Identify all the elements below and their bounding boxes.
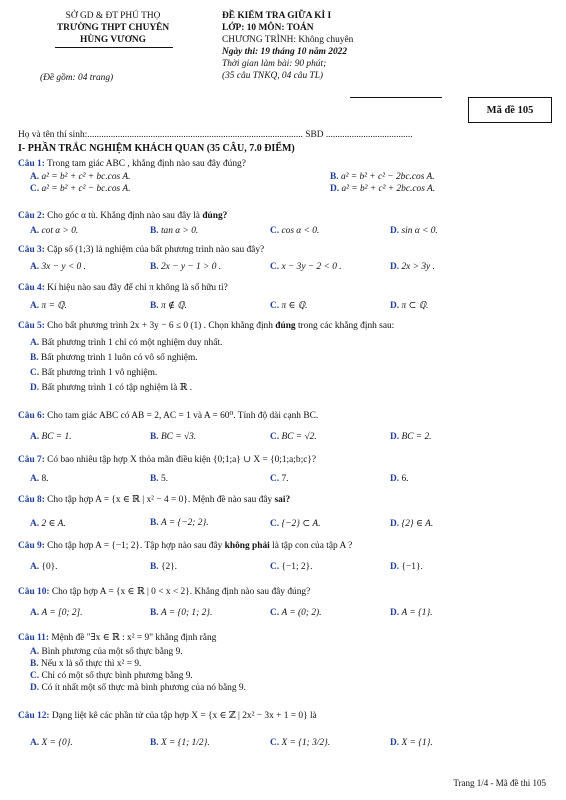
exam-date: Ngày thi: 19 tháng 10 năm 2022 bbox=[222, 47, 348, 57]
duration: Thời gian làm bài: 90 phút; bbox=[222, 59, 327, 69]
q8-options bbox=[30, 518, 566, 529]
option-a: A. 2 ∈ A. bbox=[30, 519, 66, 529]
q9-options bbox=[30, 562, 566, 572]
header-divider bbox=[55, 47, 173, 48]
option-a: A. a² = b² + c² + bc.cos A. bbox=[30, 172, 131, 182]
header-left bbox=[18, 10, 208, 46]
page-count: (Đề gồm: 04 trang) bbox=[40, 73, 114, 83]
option-c: C. {−2} ⊂ A. bbox=[270, 519, 321, 529]
option-c: C. BC = √2. bbox=[270, 432, 317, 442]
option-a: A. X = {0}. bbox=[30, 738, 73, 748]
q5-options bbox=[30, 337, 222, 394]
exam-title: ĐỀ KIỂM TRA GIỮA KÌ I bbox=[222, 11, 332, 21]
option-d: D. 6. bbox=[390, 474, 409, 484]
option-d: D. Có ít nhất một số thực mà bình phương của nó bằng 9. bbox=[30, 683, 246, 693]
question-11: Câu 11: Mệnh đề "∃x ∈ ℝ : x² = 9" khẳng định rằng bbox=[18, 633, 217, 643]
composition: (35 câu TNKQ, 04 câu TL) bbox=[222, 71, 324, 81]
option-d: D. {2} ∈ A. bbox=[390, 519, 434, 529]
question-10: Câu 10: Cho tập hợp A = {x ∈ ℝ | 0 < x < 2}. Khẳng định nào sau đây đúng? bbox=[18, 587, 311, 597]
option-b: B. tan α > 0. bbox=[150, 226, 199, 236]
exam-code-box: Mã đề 105 bbox=[468, 97, 552, 123]
option-a: A. 8. bbox=[30, 474, 49, 484]
section-title: I- PHẦN TRẮC NGHIỆM KHÁCH QUAN (35 CÂU, 7.0 ĐIỂM) bbox=[18, 143, 295, 154]
option-a: A. {0}. bbox=[30, 562, 58, 572]
school-line-2: HÙNG VƯƠNG bbox=[80, 35, 146, 45]
option-d: D. a² = b² + c² + 2bc.cos A. bbox=[330, 184, 436, 194]
q6-options bbox=[30, 432, 566, 442]
option-b: B. A = {0; 1; 2}. bbox=[150, 608, 213, 618]
option-d: D. BC = 2. bbox=[390, 432, 432, 442]
option-d: D. 2x > 3y . bbox=[390, 262, 435, 272]
program: CHƯƠNG TRÌNH: Không chuyên bbox=[222, 35, 354, 45]
option-d: D. {−1}. bbox=[390, 562, 423, 572]
option-a: A. A = [0; 2]. bbox=[30, 608, 83, 618]
option-b: B. A = {−2; 2}. bbox=[150, 518, 209, 528]
option-b: B. 2x − y − 1 > 0 . bbox=[150, 262, 222, 272]
option-c: C. 7. bbox=[270, 474, 289, 484]
option-b: B. {2}. bbox=[150, 562, 177, 572]
question-6: Câu 6: Cho tam giác ABC có AB = 2, AC = 1 và A = 60⁰. Tính độ dài cạnh BC. bbox=[18, 411, 319, 421]
option-b: B. a² = b² + c² − 2bc.cos A. bbox=[330, 172, 435, 182]
option-d: D. A = {1}. bbox=[390, 608, 433, 618]
option-a: A. Bất phương trình 1 chỉ có một nghiệm duy nhất. bbox=[30, 338, 223, 348]
question-text: Trong tam giác ABC , khẳng định nào sau đây đúng? bbox=[47, 159, 246, 169]
question-label: Câu 1: bbox=[18, 159, 45, 169]
option-c: C. cos α < 0. bbox=[270, 226, 320, 236]
option-c: C. x − 3y − 2 < 0 . bbox=[270, 262, 342, 272]
dept-name: SỞ GD & ĐT PHÚ THỌ bbox=[65, 11, 161, 21]
option-b: B. Nếu x là số thực thì x² = 9. bbox=[30, 659, 142, 669]
option-d: D. Bất phương trình 1 có tập nghiệm là ℝ . bbox=[30, 383, 193, 393]
question-1 bbox=[18, 158, 548, 170]
option-d: D. X = {1}. bbox=[390, 738, 433, 748]
q7-options bbox=[30, 474, 566, 484]
q12-options bbox=[30, 738, 566, 748]
option-c: C. X = {1; 3/2}. bbox=[270, 738, 331, 748]
option-c: C. A = (0; 2). bbox=[270, 608, 322, 618]
question-3: Câu 3: Cặp số (1;3) là nghiệm của bất phương trình nào sau đây? bbox=[18, 245, 265, 255]
school-line-1: TRƯỜNG THPT CHUYÊN bbox=[56, 23, 170, 33]
grade-subject: LỚP: 10 MÔN: TOÁN bbox=[222, 23, 314, 33]
q3-options bbox=[30, 262, 566, 272]
option-a: A. BC = 1. bbox=[30, 432, 72, 442]
question-7: Câu 7: Có bao nhiêu tập hợp X thỏa mãn điều kiện {0;1;a} ∪ X = {0;1;a;b;c}? bbox=[18, 455, 317, 465]
header-divider-right bbox=[350, 97, 442, 98]
option-d: D. π ⊂ ℚ. bbox=[390, 301, 429, 311]
option-b: B. X = {1; 1/2}. bbox=[150, 738, 210, 748]
question-5: Câu 5: Cho bất phương trình 2x + 3y − 6 ≤ 0 (1) . Chọn khẳng định đúng trong các khẳng định sau: bbox=[18, 321, 395, 331]
option-b: B. BC = √3. bbox=[150, 432, 197, 442]
option-d: D. sin α < 0. bbox=[390, 226, 438, 236]
option-b: B. Bất phương trình 1 luôn có vô số nghiệm. bbox=[30, 353, 198, 363]
option-c: C. a² = b² + c² − bc.cos A. bbox=[30, 184, 131, 194]
page-footer: Trang 1/4 - Mã đề thi 105 bbox=[453, 778, 546, 788]
option-c: C. π ∈ ℚ. bbox=[270, 301, 308, 311]
option-a: A. π = ℚ. bbox=[30, 301, 67, 311]
question-8: Câu 8: Cho tập hợp A = {x ∈ ℝ | x² − 4 = 0}. Mệnh đề nào sau đây sai? bbox=[18, 495, 291, 505]
option-c: C. Chỉ có một số thực bình phương bằng 9. bbox=[30, 671, 193, 681]
option-c: C. {−1; 2}. bbox=[270, 562, 313, 572]
option-b: B. π ∉ ℚ. bbox=[150, 301, 187, 311]
option-a: A. cot α > 0. bbox=[30, 226, 79, 236]
option-c: C. Bất phương trình 1 vô nghiệm. bbox=[30, 368, 158, 378]
question-12: Câu 12: Dạng liệt kê các phần tử của tập hợp X = {x ∈ ℤ | 2x² − 3x + 1 = 0} là bbox=[18, 711, 317, 721]
q10-options bbox=[30, 608, 566, 618]
option-a: A. 3x − y < 0 . bbox=[30, 262, 86, 272]
q4-options bbox=[30, 300, 566, 311]
q11-options bbox=[30, 646, 246, 694]
question-9: Câu 9: Cho tập hợp A = {−1; 2}. Tập hợp nào sau đây không phải là tập con của tập A ? bbox=[18, 541, 353, 551]
q2-options bbox=[30, 226, 566, 236]
q1-options bbox=[30, 172, 566, 194]
question-2: Câu 2: Cho góc α tù. Khẳng định nào sau đây là đúng? bbox=[18, 211, 228, 221]
option-b: B. 5. bbox=[150, 474, 168, 484]
student-info-line: Họ và tên thí sinh:............................................................................................ SBD ..................................... bbox=[18, 130, 413, 140]
option-a: A. Bình phương của một số thực bằng 9. bbox=[30, 647, 183, 657]
question-4: Câu 4: Kí hiệu nào sau đây để chỉ π không là số hữu tỉ? bbox=[18, 283, 228, 293]
header-right bbox=[222, 10, 522, 82]
